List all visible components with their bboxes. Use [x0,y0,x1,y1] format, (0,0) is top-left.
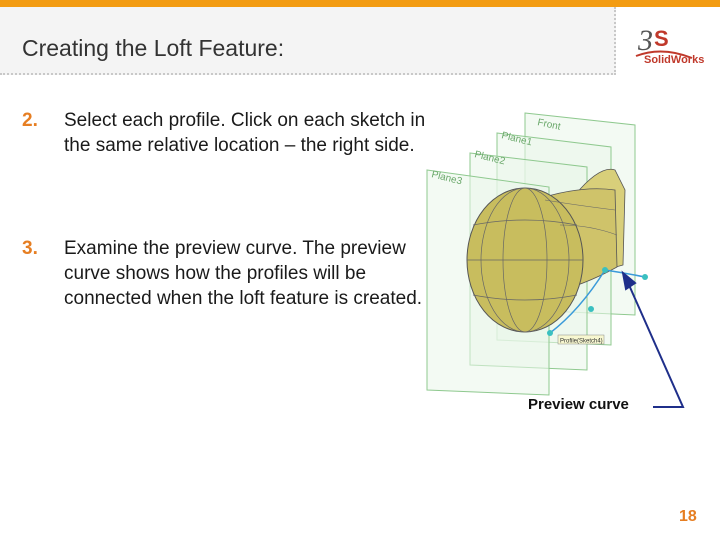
svg-text:S: S [654,26,669,51]
plane-label-plane2: Plane2 [473,149,507,168]
page-number: 18 [679,508,697,525]
top-accent-bar [0,0,720,7]
step-text: Examine the preview curve. The preview curve shows how the profiles will be connected when the loft feature is created. [64,238,423,309]
plane-label-front: Front [536,117,562,133]
step-3 [22,236,432,346]
slide-title: Creating the Loft Feature: [22,35,285,61]
plane-label-plane3: Plane3 [430,169,464,188]
step-number: 3. [22,238,38,259]
callout-leader [623,273,683,407]
profile-tooltip: Profile(Sketch4) [560,338,603,345]
logo-wordmark: SolidWorks [644,54,705,66]
step-number: 2. [22,110,38,131]
svg-text:3: 3 [638,24,653,57]
loft-preview-illustration [425,95,720,415]
step-2 [22,108,432,218]
plane-label-plane1: Plane1 [500,130,534,149]
preview-curve-callout: Preview curve [528,396,629,413]
title-banner [0,7,616,75]
step-text: Select each profile. Click on each sketch in the same relative location – the right side. [64,110,426,156]
